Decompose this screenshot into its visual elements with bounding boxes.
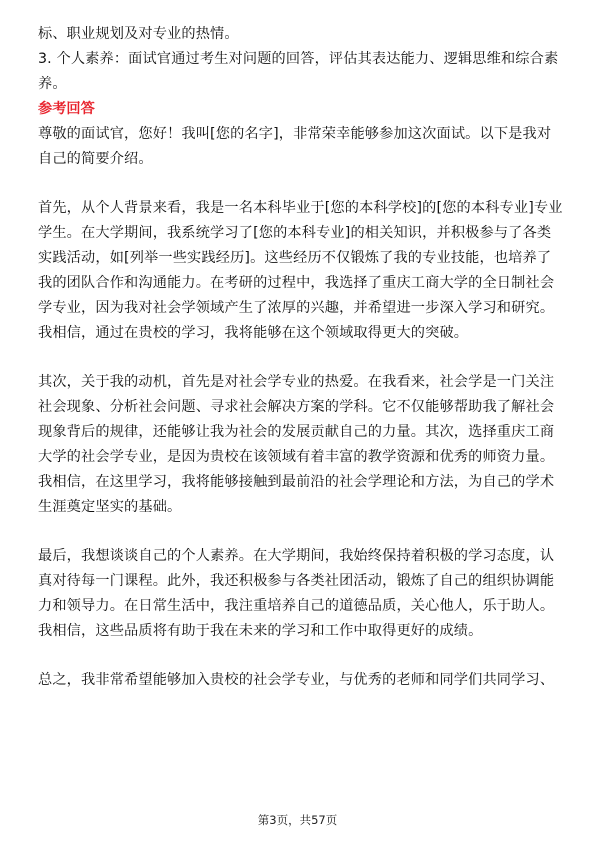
text-line: 尊敬的面试官，您好！我叫[您的名字]，非常荣幸能够参加这次面试。以下是我对 — [38, 126, 552, 142]
text-line: 真对待每一门课程。此外，我还积极参与各类社团活动，锻炼了自己的组织协调能 — [38, 573, 555, 589]
text-line: 总之，我非常希望能够加入贵校的社会学专业，与优秀的老师和同学们共同学习、 — [38, 672, 555, 688]
text-line: 首先，从个人背景来看，我是一名本科毕业于[您的本科学校]的[您的本科专业]专业 — [38, 200, 563, 216]
paragraph-background — [38, 196, 563, 346]
paragraph-conclusion — [38, 668, 560, 693]
paragraph-motivation — [38, 370, 560, 520]
text-line: 3. 个人素养：面试官通过考生对问题的回答，评估其表达能力、逻辑思维和综合素 — [38, 51, 559, 67]
text-line: 实践活动，如[列举一些实践经历]。这些经历不仅锻炼了我的专业技能，也培养了 — [38, 250, 552, 266]
text-line: 我相信，在这里学习，我将能够接触到最前沿的社会学理论和方法，为自己的学术 — [38, 474, 555, 490]
text-line: 标、职业规划及对专业的热情。 — [38, 26, 239, 42]
paragraph-personal-quality — [38, 544, 560, 644]
text-line: 社会现象、分析社会问题、寻求社会解决方案的学科。它不仅能够帮助我了解社会 — [38, 399, 555, 415]
text-line: 最后，我想谈谈自己的个人素养。在大学期间，我始终保持着积极的学习态度，认 — [38, 548, 555, 564]
reference-answer-heading: 参考回答 — [38, 101, 95, 117]
text-line: 生涯奠定坚实的基础。 — [38, 499, 182, 515]
paragraph-spacer — [38, 346, 560, 370]
text-line: 大学的社会学专业，是因为贵校在该领域有着丰富的教学资源和优秀的师资力量。 — [38, 449, 555, 465]
text-line: 其次，关于我的动机，首先是对社会学专业的热爱。在我看来，社会学是一门关注 — [38, 374, 555, 390]
text-line: 养。 — [38, 76, 67, 92]
page-number-footer: 第3页，共57页 — [257, 813, 338, 827]
document-page — [38, 22, 563, 693]
text-line: 现象背后的规律，还能够让我为社会的发展贡献自己的力量。其次，选择重庆工商 — [38, 424, 555, 440]
text-line: 力和领导力。在日常生活中，我注重培养自己的道德品质，关心他人，乐于助人。 — [38, 598, 555, 614]
paragraph-spacer — [38, 172, 560, 196]
paragraph-spacer — [38, 520, 560, 544]
text-line: 我的团队合作和沟通能力。在考研的过程中，我选择了重庆工商大学的全日制社会 — [38, 275, 555, 291]
paragraph-spacer — [38, 644, 560, 668]
text-line: 学专业，因为我对社会学领域产生了浓厚的兴趣，并希望进一步深入学习和研究。 — [38, 300, 555, 316]
text-line: 我相信，通过在贵校的学习，我将能够在这个领域取得更大的突破。 — [38, 325, 469, 341]
text-line: 我相信，这些品质将有助于我在未来的学习和工作中取得更好的成绩。 — [38, 623, 483, 639]
text-line: 自己的简要介绍。 — [38, 151, 153, 167]
paragraph-greeting — [38, 122, 560, 172]
text-line: 学生。在大学期间，我系统学习了[您的本科专业]的相关知识，并积极参与了各类 — [38, 225, 552, 241]
